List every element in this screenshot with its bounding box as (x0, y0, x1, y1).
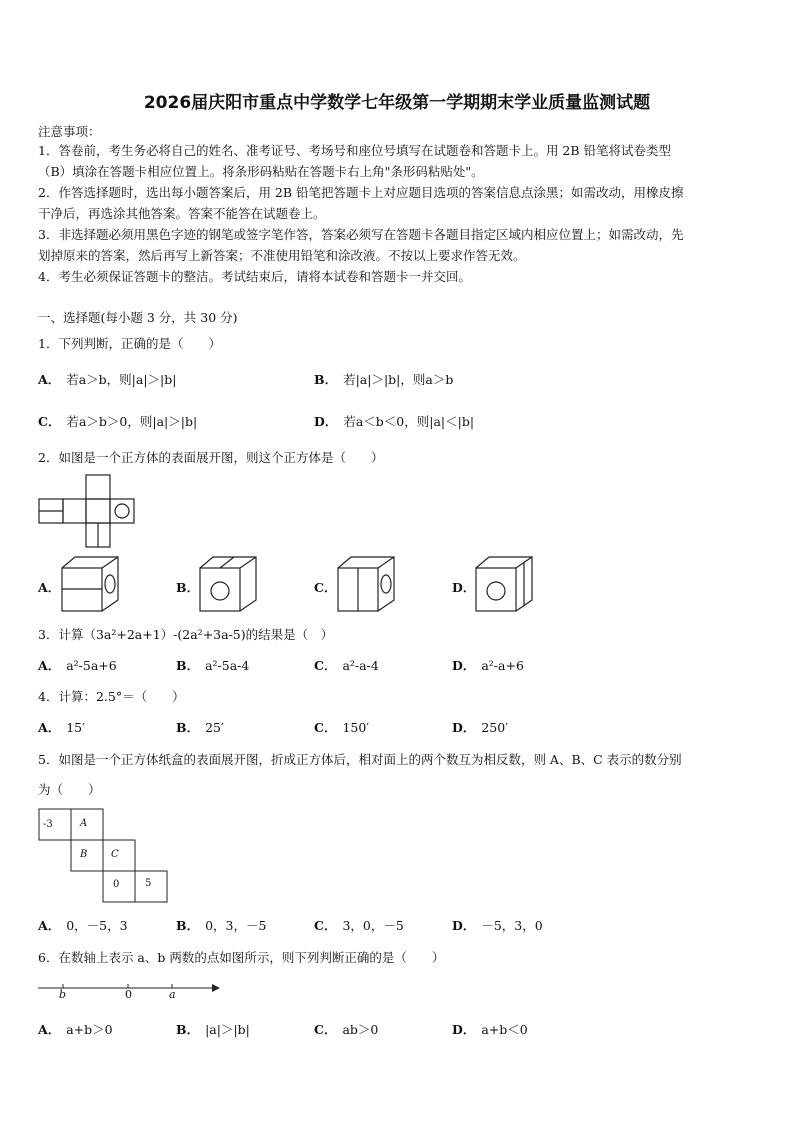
q4-stem: 4．计算：2.5°＝（ ） (38, 689, 185, 704)
q5-cell-c: C (111, 849, 119, 860)
q4-option-a-text: 15′ (66, 720, 85, 735)
section-heading: 一、选择题(每小题 3 分，共 30 分) (38, 310, 238, 325)
q5-option-b-text: 0，3，－5 (205, 918, 267, 933)
q4-option-c-text: 150′ (342, 720, 370, 735)
q5-option-b[interactable] (176, 916, 266, 934)
q4-option-c[interactable] (314, 718, 369, 736)
q3-option-c-label: C． (314, 658, 337, 673)
q4-option-b-label: B． (176, 720, 200, 735)
q2-option-b-label[interactable]: B． (176, 580, 200, 595)
notice-heading: 注意事项： (38, 124, 101, 139)
q4-option-d[interactable] (452, 718, 508, 736)
notice-line-3: 2．作答选择题时，选出每小题答案后，用 2B 铅笔把答题卡上对应题目选项的答案信息点涂黑；如需改动，用橡皮擦 (38, 185, 684, 200)
q6-axis-a: a (169, 988, 176, 1001)
q2-option-d-cube (474, 555, 536, 615)
q3-option-c[interactable] (314, 656, 379, 674)
q6-axis-b: b (59, 988, 67, 1001)
q5-stem-line-1: 5．如图是一个正方体纸盒的表面展开图，折成正方体后，相对面上的两个数互为相反数，则 A、B、C 表示的数分别 (38, 752, 682, 767)
q5-option-a[interactable] (38, 916, 128, 934)
q3-option-a-label: A． (38, 658, 61, 673)
q3-option-a-text: a²-5a+6 (66, 658, 117, 673)
q2-option-a-label[interactable]: A． (38, 580, 61, 595)
q1-option-a[interactable] (38, 370, 176, 388)
q4-option-a[interactable] (38, 718, 85, 736)
q3-option-d-text: a²-a+6 (481, 658, 524, 673)
q1-option-b-label: B． (314, 372, 338, 387)
notice-line-4: 干净后，再选涂其他答案。答案不能答在试题卷上。 (38, 206, 326, 221)
q5-option-d[interactable] (452, 916, 543, 934)
q3-stem: 3．计算（3a²+2a+1）-(2a²+3a-5)的结果是（ ） (38, 627, 334, 642)
q5-stem-line-2: 为（ ） (38, 782, 101, 797)
q2-option-a-cube (60, 555, 122, 615)
page-title: 2026届庆阳市重点中学数学七年级第一学期期末学业质量监测试题 (143, 93, 651, 113)
notice-line-7: 4．考生必须保证答题卡的整洁。考试结束后，请将本试卷和答题卡一并交回。 (38, 269, 471, 284)
q5-option-c-text: 3，0，－5 (342, 918, 404, 933)
q1-option-d-text: 若a＜b＜0，则|a|＜|b| (343, 414, 475, 429)
q1-option-a-text: 若a＞b，则|a|＞|b| (66, 372, 177, 387)
q3-option-c-text: a²-a-4 (342, 658, 379, 673)
q5-cell-a: A (80, 818, 88, 829)
q2-cube-net-figure (38, 474, 138, 550)
q4-option-d-label: D． (452, 720, 476, 735)
q5-cell-neg3: -3 (43, 819, 53, 830)
q6-option-a-label: A． (38, 1022, 61, 1037)
q6-option-d-text: a+b＜0 (481, 1022, 528, 1037)
q5-option-a-label: A． (38, 918, 61, 933)
q1-option-d[interactable] (314, 412, 474, 430)
q5-option-c-label: C． (314, 918, 337, 933)
q3-option-a[interactable] (38, 656, 117, 674)
q5-cell-b: B (80, 849, 88, 860)
q6-option-b-label: B． (176, 1022, 200, 1037)
q5-cube-net-figure (38, 808, 168, 904)
q6-option-b-text: |a|＞|b| (205, 1022, 250, 1037)
q6-option-c[interactable] (314, 1020, 378, 1038)
q3-option-b[interactable] (176, 656, 249, 674)
q5-option-a-text: 0，－5，3 (66, 918, 128, 933)
q5-option-c[interactable] (314, 916, 404, 934)
q4-option-d-text: 250′ (481, 720, 509, 735)
q1-option-b[interactable] (314, 370, 453, 388)
q1-stem: 1．下列判断，正确的是（ ） (38, 336, 221, 351)
q4-option-a-label: A． (38, 720, 61, 735)
notice-line-5: 3．非选择题必须用黑色字迹的钢笔或签字笔作答，答案必须写在答题卡各题目指定区域内相应位置上；如需改动，先 (38, 227, 684, 242)
q2-stem: 2．如图是一个正方体的表面展开图，则这个正方体是（ ） (38, 450, 384, 465)
q5-option-d-label: D． (452, 918, 476, 933)
q6-option-b[interactable] (176, 1020, 250, 1038)
q1-option-d-label: D． (314, 414, 338, 429)
q4-option-b[interactable] (176, 718, 224, 736)
q2-option-d-label[interactable]: D． (452, 580, 476, 595)
q5-cell-zero: 0 (113, 879, 120, 890)
q5-option-b-label: B． (176, 918, 200, 933)
q3-option-d-label: D． (452, 658, 476, 673)
q3-option-d[interactable] (452, 656, 524, 674)
q1-option-b-text: 若|a|＞|b|，则a＞b (343, 372, 454, 387)
q4-option-c-label: C． (314, 720, 337, 735)
q6-option-a-text: a+b＞0 (66, 1022, 113, 1037)
q1-option-c[interactable] (38, 412, 197, 430)
q3-option-b-text: a²-5a-4 (205, 658, 250, 673)
q1-option-c-text: 若a＞b＞0，则|a|＞|b| (66, 414, 198, 429)
q1-option-c-label: C． (38, 414, 61, 429)
q6-stem: 6．在数轴上表示 a、b 两数的点如图所示，则下列判断正确的是（ ） (38, 950, 445, 965)
notice-line-2: （B）填涂在答题卡相应位置上。将条形码粘贴在答题卡右上角"条形码粘贴处"。 (38, 164, 484, 179)
q5-cell-five: 5 (145, 878, 152, 889)
q5-option-d-text: －5，3，0 (481, 918, 543, 933)
q2-option-b-cube (198, 555, 260, 615)
q6-axis-zero: 0 (125, 988, 132, 1001)
q2-option-c-label[interactable]: C． (314, 580, 337, 595)
q6-option-a[interactable] (38, 1020, 113, 1038)
q6-option-c-label: C． (314, 1022, 337, 1037)
q6-option-d[interactable] (452, 1020, 528, 1038)
q4-option-b-text: 25′ (205, 720, 224, 735)
q1-option-a-label: A． (38, 372, 61, 387)
q6-option-c-text: ab＞0 (342, 1022, 379, 1037)
notice-line-6: 划掉原来的答案，然后再写上新答案；不准使用铅笔和涂改液。不按以上要求作答无效。 (38, 248, 526, 263)
notice-line-1: 1．答卷前，考生务必将自己的姓名、准考证号、考场号和座位号填写在试题卷和答题卡上。用 2B 铅笔将试卷类型 (38, 143, 672, 158)
q3-option-b-label: B． (176, 658, 200, 673)
q6-option-d-label: D． (452, 1022, 476, 1037)
q2-option-c-cube (336, 555, 398, 615)
